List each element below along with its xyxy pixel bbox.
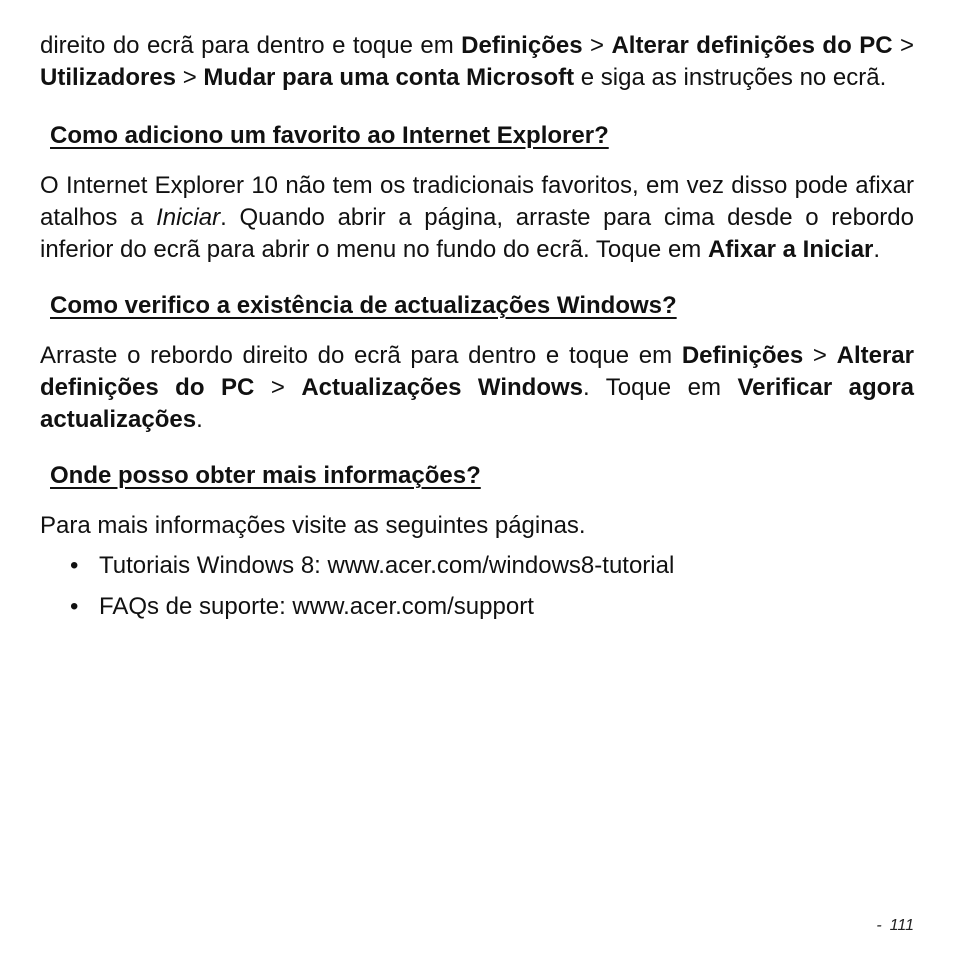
page-footer <box>876 917 914 935</box>
list-item-text: Tutoriais Windows 8: www.acer.com/windows8-tutorial <box>99 552 675 579</box>
page-number: 111 <box>889 917 914 934</box>
heading-favorites <box>40 120 914 152</box>
list-item <box>40 550 914 582</box>
info-link-list <box>40 550 914 623</box>
intro-bold-definicoes: Definições <box>461 32 583 59</box>
heading-updates <box>40 290 914 322</box>
list-item <box>40 591 914 623</box>
heading-updates-text: Como verifico a existência de actualizações Windows? <box>50 292 677 319</box>
updates-separator-2: > <box>254 374 302 401</box>
updates-bold-definicoes: Definições <box>681 342 804 369</box>
intro-bold-utilizadores: Utilizadores <box>40 64 177 91</box>
favorites-italic-iniciar: Iniciar <box>156 204 221 231</box>
intro-separator-1: > <box>582 32 612 59</box>
heading-info-text: Onde posso obter mais informações? <box>50 462 481 489</box>
updates-paragraph <box>40 340 914 436</box>
intro-separator-2: > <box>892 32 915 59</box>
bullet-icon: • <box>70 593 79 620</box>
heading-favorites-text: Como adiciono um favorito ao Internet Explorer? <box>50 122 609 149</box>
updates-text-2: . Toque em <box>583 374 738 401</box>
list-item-text: FAQs de suporte: www.acer.com/support <box>99 593 534 620</box>
favorites-text-1: O Internet Explorer 10 não tem os tradicionais favoritos, em vez disso pode afixar atalhos a <box>40 172 914 231</box>
intro-text-2: e siga as instruções no ecrã. <box>574 64 887 91</box>
updates-bold-verificar: Verificar agora actualizações <box>40 374 915 433</box>
info-intro: Para mais informações visite as seguintes páginas. <box>40 512 586 539</box>
intro-bold-microsoft: Mudar para uma conta Microsoft <box>203 64 575 91</box>
page-content <box>40 30 914 632</box>
updates-bold-actualizacoes: Actualizações Windows <box>301 374 584 401</box>
updates-text-1: Arraste o rebordo direito do ecrã para dentro e toque em <box>40 342 682 369</box>
favorites-text-3: . <box>873 236 881 263</box>
updates-text-3: . <box>196 406 203 433</box>
footer-dash: - <box>876 917 882 934</box>
intro-paragraph <box>40 30 914 94</box>
bullet-icon: • <box>70 552 79 579</box>
updates-separator-1: > <box>803 342 837 369</box>
favorites-bold-afixar: Afixar a Iniciar <box>707 236 874 263</box>
favorites-paragraph <box>40 170 914 266</box>
favorites-text-2: . Quando abrir a página, arraste para cima desde o rebordo inferior do ecrã para abrir o menu no fundo do ecrã. Toque em <box>40 204 914 263</box>
intro-bold-alterar: Alterar definições do PC <box>611 32 893 59</box>
intro-separator-3: > <box>176 64 204 91</box>
intro-text-1: direito do ecrã para dentro e toque em <box>40 32 462 59</box>
heading-info <box>40 460 914 492</box>
updates-bold-alterar: Alterar definições do PC <box>40 342 914 401</box>
